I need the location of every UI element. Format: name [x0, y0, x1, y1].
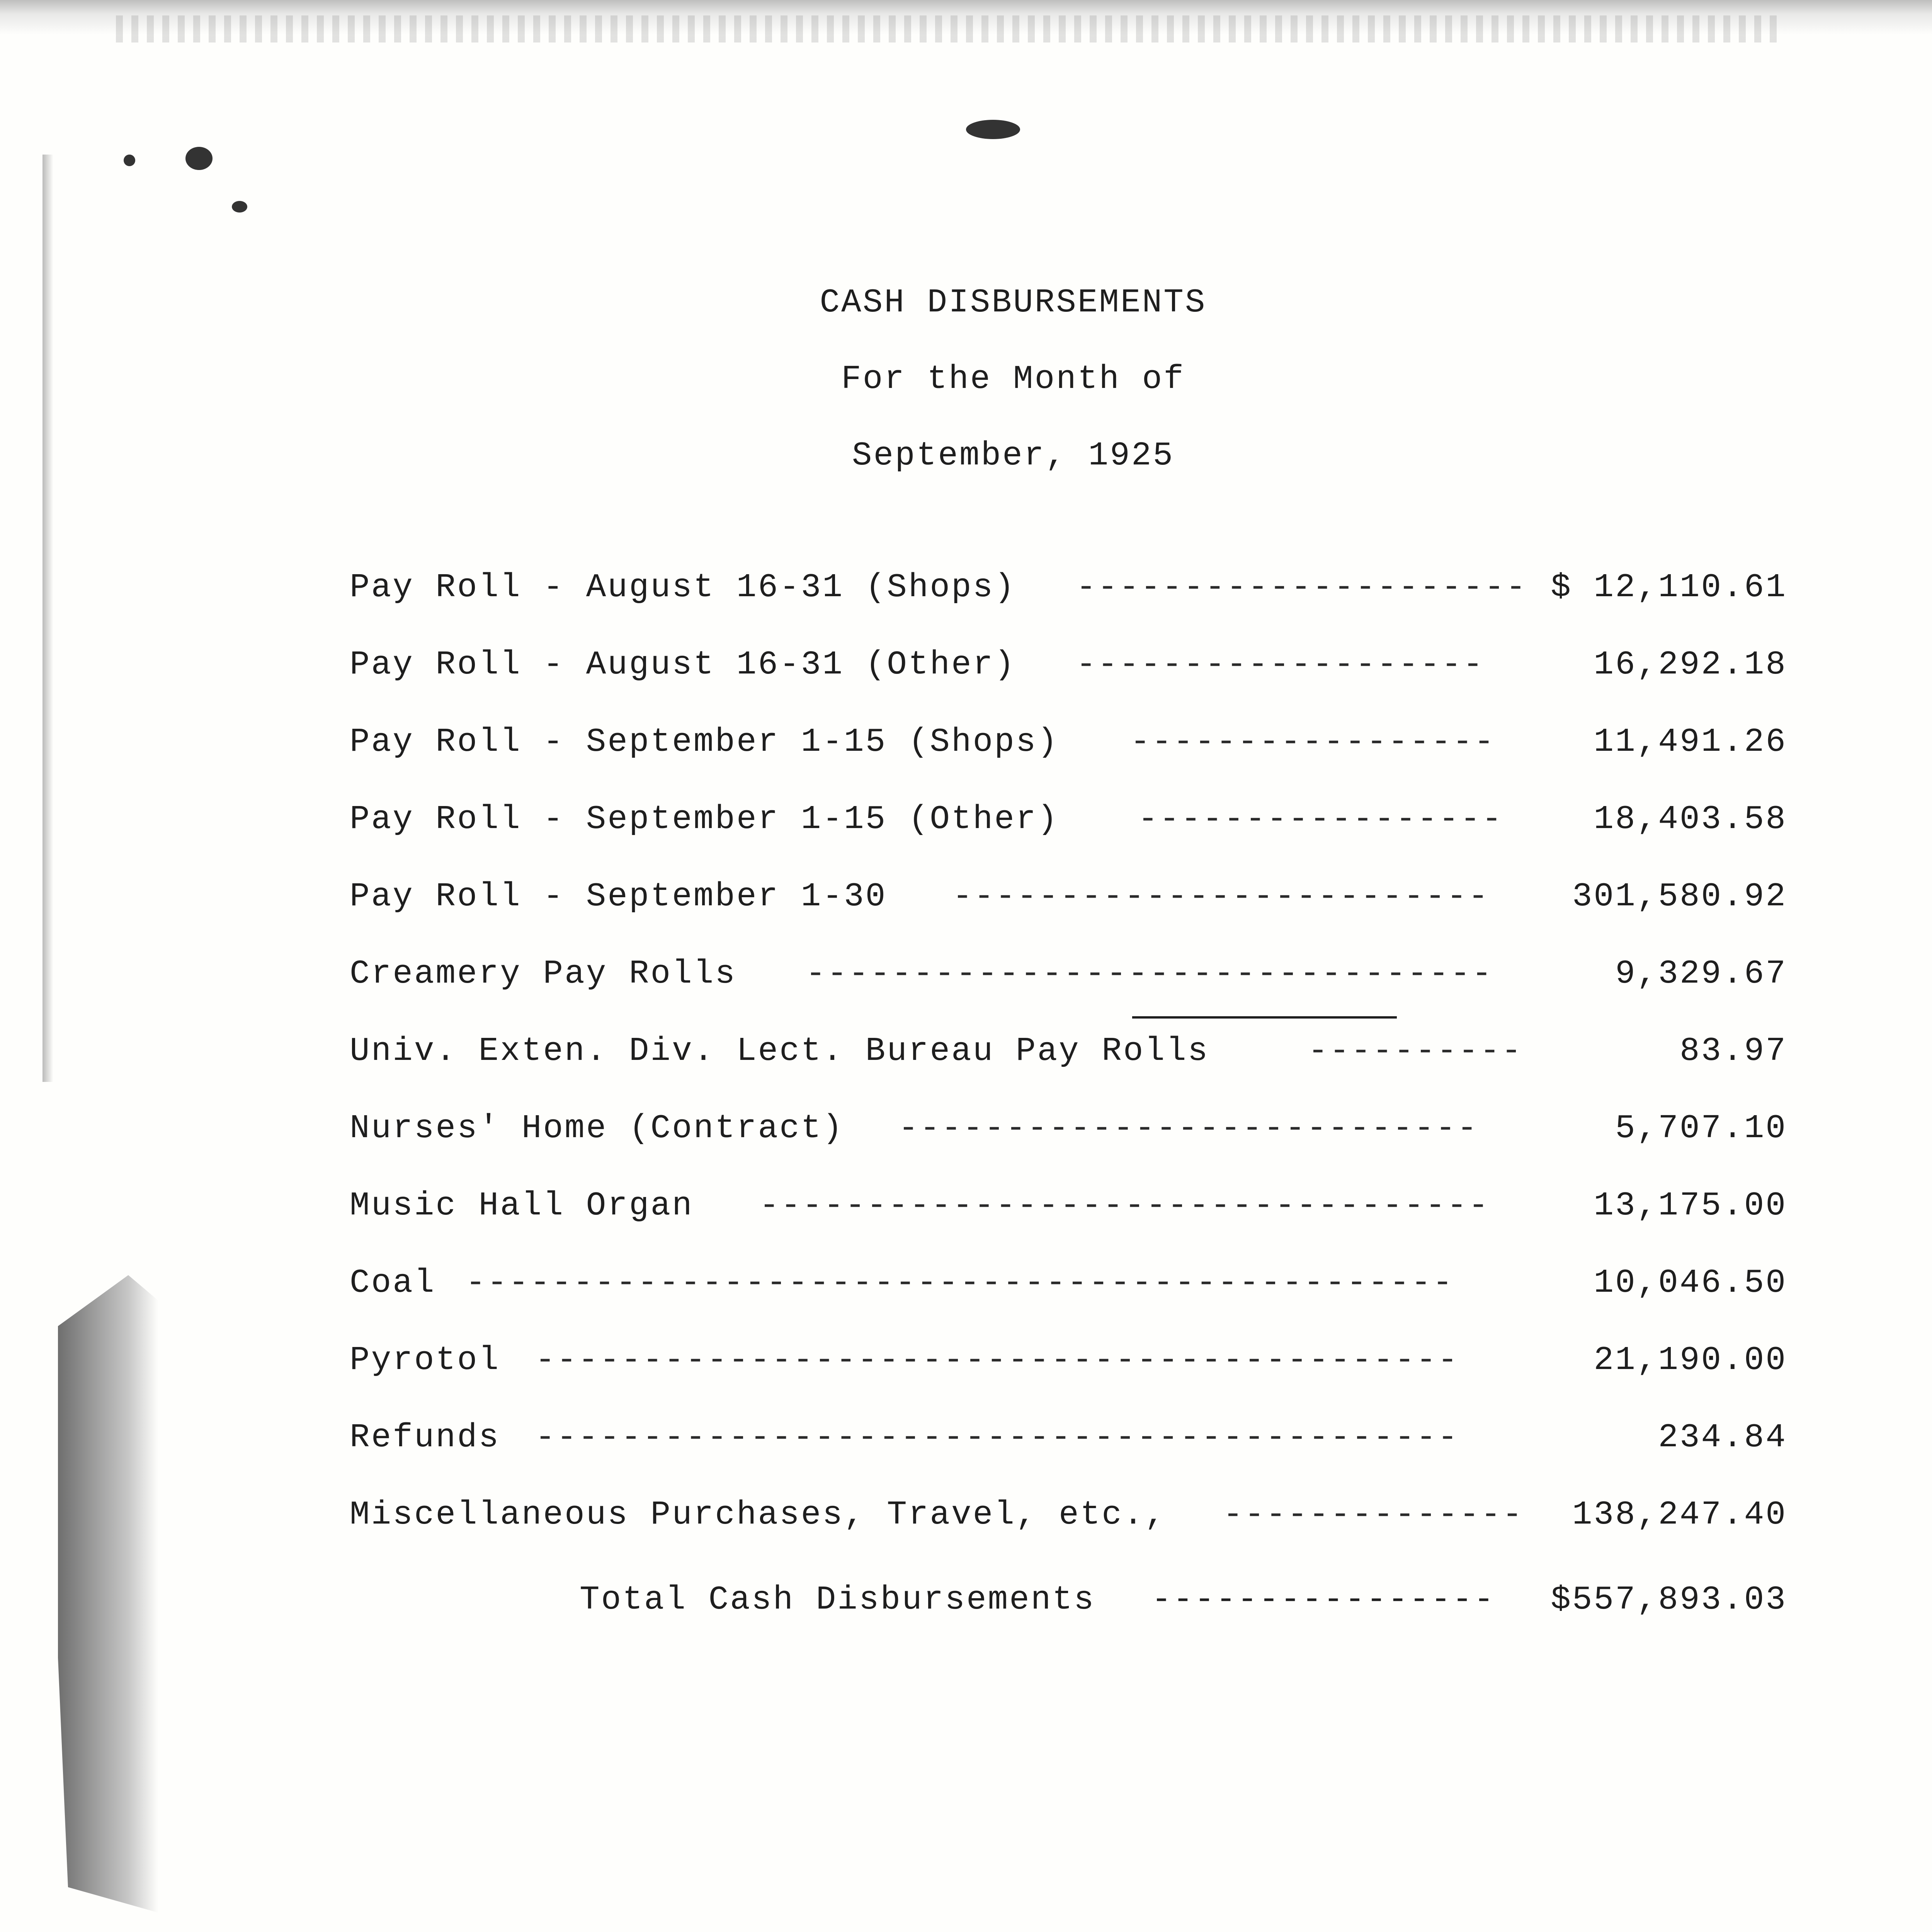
leader-dashes: -------------------------------- — [806, 955, 1493, 993]
ledger-item-amount: 234.84 — [1658, 1418, 1787, 1456]
ledger-row — [350, 1337, 1787, 1414]
leader-dashes: ------------------------------------------- — [535, 1341, 1459, 1379]
subtotal-underline — [1132, 1016, 1397, 1019]
leader-dashes: ------------------- — [1076, 646, 1485, 684]
ledger-row — [350, 1028, 1787, 1105]
ledger-item-amount: 13,175.00 — [1594, 1187, 1787, 1225]
ledger-row — [350, 1260, 1787, 1337]
ledger-item-label: Nurses' Home (Contract) — [350, 1109, 844, 1147]
leader-dashes: --------------------------- — [898, 1109, 1479, 1147]
leader-dashes: ----------------- — [1138, 800, 1503, 838]
leader-dashes: ------------------------------------------- — [535, 1418, 1459, 1456]
ledger-item-amount: 18,403.58 — [1594, 800, 1787, 838]
ledger-item-label: Pay Roll - August 16-31 (Other) — [350, 646, 1016, 684]
ledger-item-amount: 5,707.10 — [1615, 1109, 1787, 1147]
ledger-row — [350, 719, 1787, 796]
ledger-row — [350, 951, 1787, 1028]
ledger-row — [350, 564, 1787, 641]
ink-speck — [185, 147, 213, 170]
ledger-row — [350, 1414, 1787, 1492]
ink-speck — [966, 120, 1020, 139]
disbursement-ledger — [350, 564, 1787, 1569]
ledger-row — [350, 1105, 1787, 1182]
document-subtitle-line1: For the Month of — [841, 360, 1185, 398]
ledger-item-label: Pay Roll - September 1-15 (Other) — [350, 800, 1059, 838]
leader-dashes: ---------- — [1308, 1032, 1523, 1070]
ledger-item-label: Pyrotol — [350, 1341, 500, 1379]
ledger-item-amount: 11,491.26 — [1594, 723, 1787, 761]
tape-shadow-mark — [58, 1275, 158, 1913]
ledger-item-label: Pay Roll - September 1-30 — [350, 878, 887, 915]
ledger-item-amount: 10,046.50 — [1594, 1264, 1787, 1302]
ledger-item-label: Univ. Exten. Div. Lect. Bureau Pay Rolls — [350, 1032, 1209, 1070]
ledger-row — [350, 641, 1787, 719]
leader-dashes: ----------------- — [1130, 723, 1496, 761]
ledger-item-amount: 301,580.92 — [1572, 878, 1787, 915]
ledger-item-label: Pay Roll - August 16-31 (Shops) — [350, 568, 1016, 606]
ledger-item-amount: 21,190.00 — [1594, 1341, 1787, 1379]
ledger-row — [350, 873, 1787, 951]
total-amount: $557,893.03 — [1551, 1581, 1787, 1619]
ledger-row — [350, 796, 1787, 873]
total-row — [580, 1577, 1787, 1631]
ledger-item-amount: $ 12,110.61 — [1551, 568, 1787, 606]
leader-dashes: ---------------- — [1151, 1581, 1495, 1619]
ledger-item-amount: 138,247.40 — [1572, 1496, 1787, 1534]
document-subtitle-line2: September, 1925 — [852, 437, 1175, 474]
document-header — [0, 286, 1932, 472]
ledger-item-label: Pay Roll - September 1-15 (Shops) — [350, 723, 1059, 761]
ink-speck — [232, 201, 247, 213]
ledger-item-amount: 9,329.67 — [1615, 955, 1787, 993]
ledger-row — [350, 1492, 1787, 1569]
ledger-item-label: Coal — [350, 1264, 436, 1302]
ink-speck — [124, 155, 135, 166]
ledger-item-amount: 16,292.18 — [1594, 646, 1787, 684]
leader-dashes: --------------------- — [1076, 568, 1527, 606]
ledger-item-label: Music Hall Organ — [350, 1187, 694, 1225]
leader-dashes: ------------------------- — [952, 878, 1490, 915]
ledger-item-label: Creamery Pay Rolls — [350, 955, 736, 993]
leader-dashes: ---------------------------------------------- — [466, 1264, 1454, 1302]
ledger-item-label: Refunds — [350, 1418, 500, 1456]
total-label: Total Cash Disbursements — [580, 1581, 1095, 1619]
ledger-item-amount: 83.97 — [1679, 1032, 1787, 1070]
ledger-item-label: Miscellaneous Purchases, Travel, etc., — [350, 1496, 1167, 1534]
scan-torn-edge — [116, 15, 1777, 43]
document-title: CASH DISBURSEMENTS — [820, 284, 1207, 321]
leader-dashes: ---------------------------------- — [759, 1187, 1490, 1225]
leader-dashes: -------------- — [1223, 1496, 1524, 1534]
ledger-row — [350, 1182, 1787, 1260]
